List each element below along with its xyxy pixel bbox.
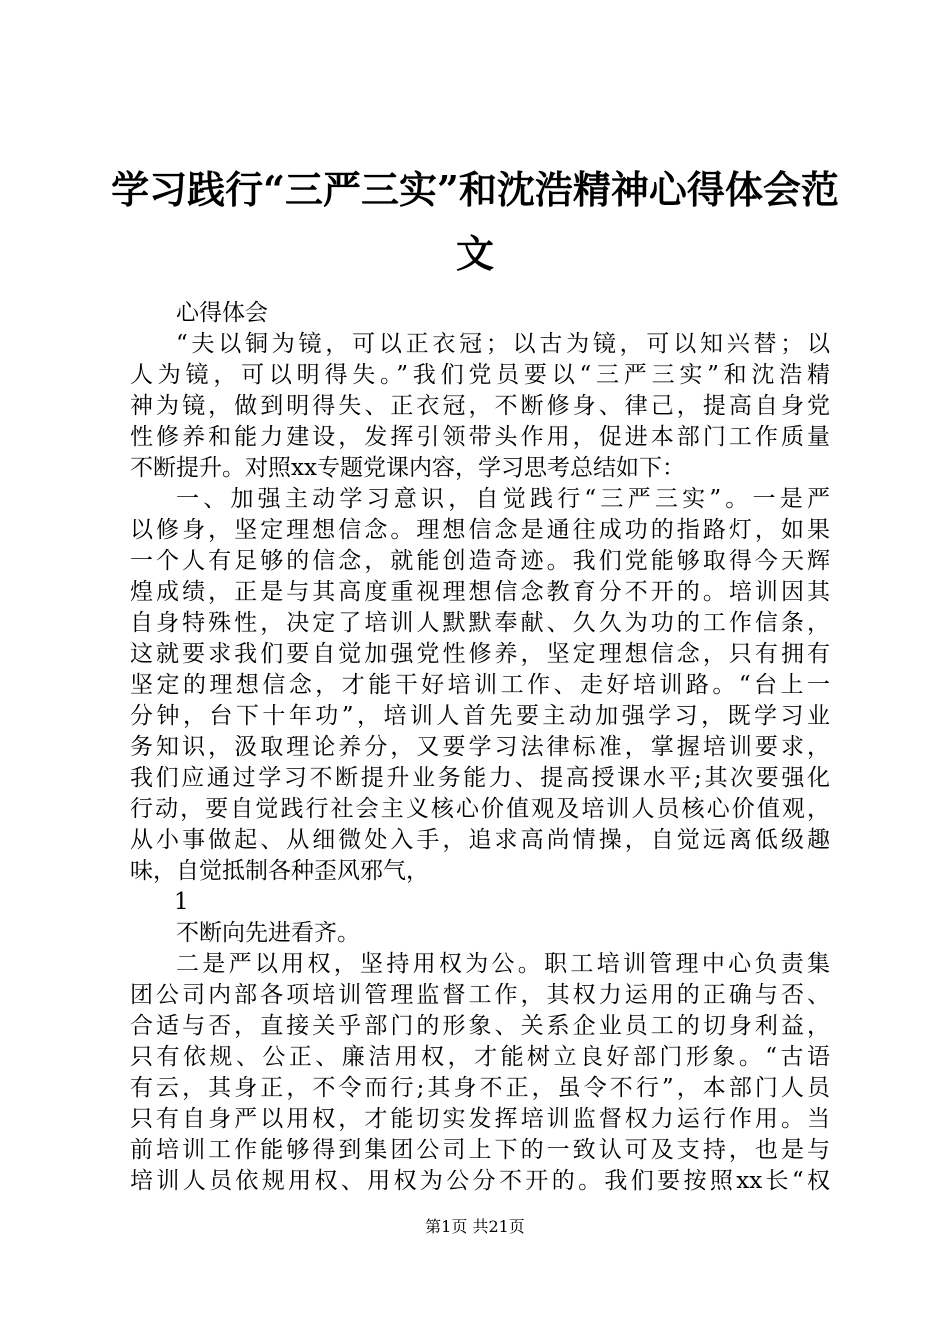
text-line: 团公司内部各项培训管理监督工作，其权力运用的正确与否、 (130, 982, 830, 1008)
text-line: 一个人有足够的信念，就能创造奇迹。我们党能够取得今天辉 (130, 548, 830, 574)
text-line: 只有自身严以用权，才能切实发挥培训监督权力运行作用。当 (130, 1106, 830, 1132)
document-body (130, 298, 830, 1197)
section-heading: 心得体会 (176, 300, 268, 326)
text-line: 自身特殊性，决定了培训人默默奉献、久久为功的工作信条， (130, 610, 830, 636)
text-line: “夫以铜为镜，可以正衣冠；以古为镜，可以知兴替；以 (176, 331, 830, 357)
text-line: 培训人员依规用权、用权为公分不开的。我们要按照xx长“权 (130, 1168, 830, 1194)
text-line: 性修养和能力建设，发挥引领带头作用，促进本部门工作质量 (130, 424, 830, 450)
text-line: 合适与否，直接关乎部门的形象、关系企业员工的切身利益， (130, 1013, 830, 1039)
page-footer: 第1页 共21页 (425, 1217, 525, 1236)
text-line: 前培训工作能够得到集团公司上下的一致认可及支持，也是与 (130, 1137, 830, 1163)
text-line: 坚定的理想信念，才能干好培训工作、走好培训路。“台上一 (130, 672, 830, 698)
text-line: 这就要求我们要自觉加强党性修养，坚定理想信念，只有拥有 (130, 641, 830, 667)
document-title (110, 158, 840, 286)
inline-page-number: 1 (174, 889, 189, 915)
text-line: 不断向先进看齐。 (176, 920, 360, 946)
text-line: 我们应通过学习不断提升业务能力、提高授课水平;其次要强化 (130, 765, 830, 791)
text-line: 从小事做起、从细微处入手，追求高尚情操，自觉远离低级趣 (130, 827, 830, 853)
title-line-1: 学习践行“三严三实”和沈浩精神心得体会范 (111, 167, 839, 212)
text-line: 有云，其身正，不令而行;其身不正，虽令不行”，本部门人员 (130, 1075, 830, 1101)
text-line: 务知识，汲取理论养分，又要学习法律标准，掌握培训要求， (130, 734, 830, 760)
text-line: 味，自觉抵制各种歪风邪气， (130, 858, 429, 884)
text-line: 以修身，坚定理想信念。理想信念是通往成功的指路灯，如果 (130, 517, 830, 543)
title-line-2: 文 (455, 231, 494, 276)
text-line: 只有依规、公正、廉洁用权，才能树立良好部门形象。“古语 (130, 1044, 830, 1070)
text-line: 一、加强主动学习意识，自觉践行“三严三实”。一是严 (176, 486, 830, 512)
text-line: 煌成绩，正是与其高度重视理想信念教育分不开的。培训因其 (130, 579, 830, 605)
text-line: 分钟，台下十年功”，培训人首先要主动加强学习，既学习业 (130, 703, 830, 729)
text-line: 人为镜，可以明得失。”我们党员要以“三严三实”和沈浩精 (130, 362, 830, 388)
text-line: 神为镜，做到明得失、正衣冠，不断修身、律己，提高自身党 (130, 393, 830, 419)
text-line: 二是严以用权，坚持用权为公。职工培训管理中心负责集 (176, 951, 830, 977)
text-line: 不断提升。对照xx专题党课内容，学习思考总结如下： (130, 455, 685, 481)
text-line: 行动，要自觉践行社会主义核心价值观及培训人员核心价值观， (130, 796, 830, 822)
